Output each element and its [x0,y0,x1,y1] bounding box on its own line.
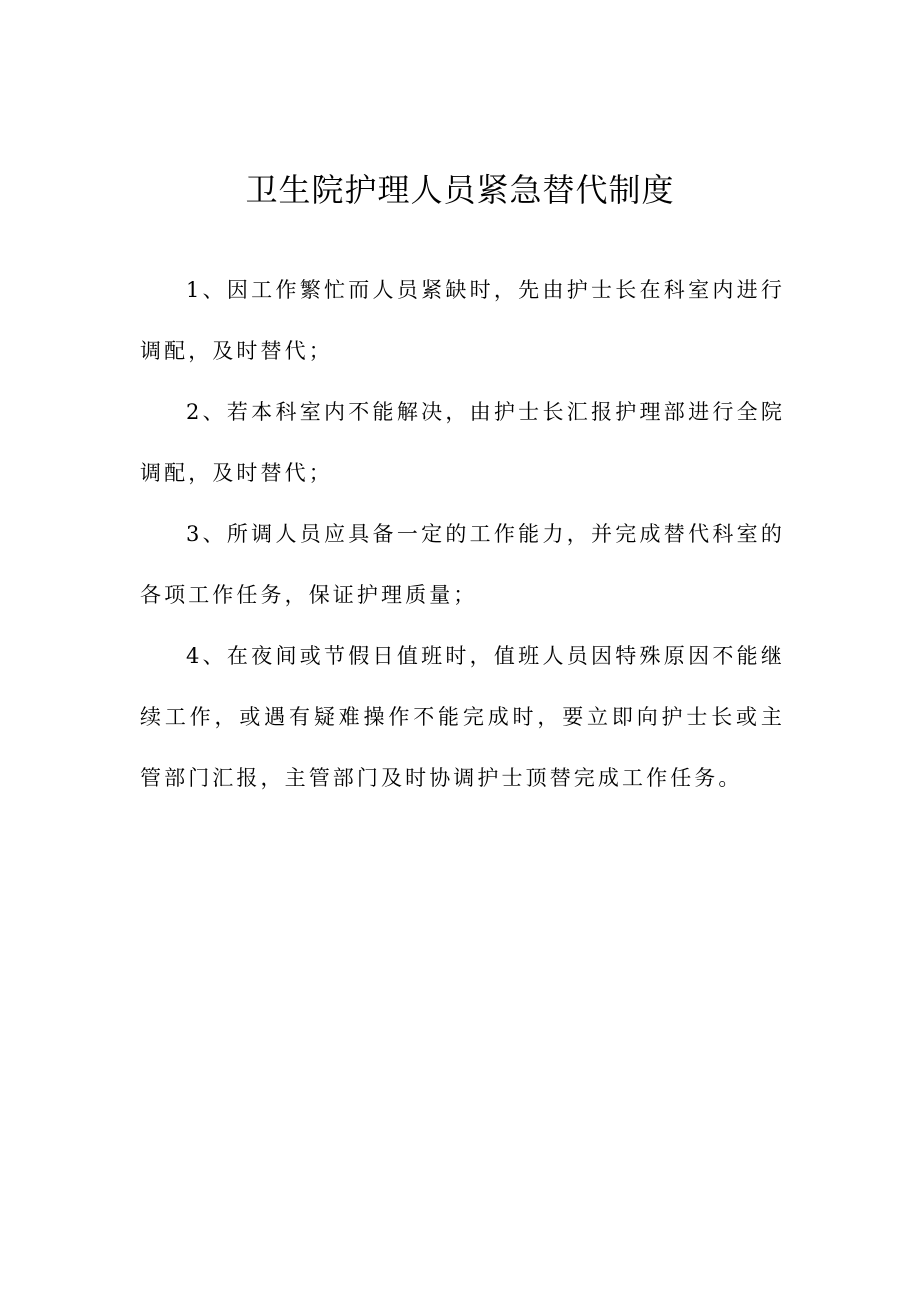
document-title: 卫生院护理人员紧急替代制度 [245,171,675,209]
paragraph-3: 3、所调人员应具备一定的工作能力，并完成替代科室的各项工作任务，保证护理质量； [140,522,785,607]
paragraph-2: 2、若本科室内不能解决，由护士长汇报护理部进行全院调配，及时替代； [140,400,785,485]
paragraph-4: 4、在夜间或节假日值班时，值班人员因特殊原因不能继续工作，或遇有疑难操作不能完成时，要立即向护士长或主管部门汇报，主管部门及时协调护士顶替完成工作任务。 [140,644,785,790]
paragraph-1: 1、因工作繁忙而人员紧缺时，先由护士长在科室内进行调配，及时替代； [140,278,785,363]
document-body [140,260,785,809]
